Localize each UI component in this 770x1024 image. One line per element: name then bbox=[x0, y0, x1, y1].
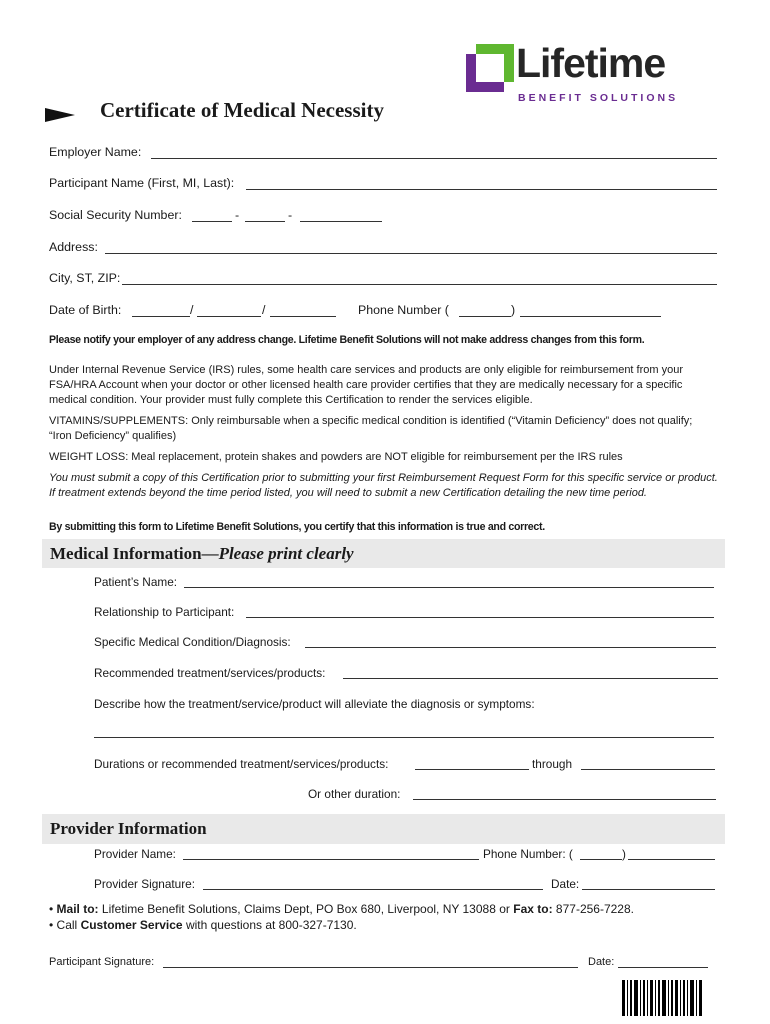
participant-name-label: Participant Name (First, MI, Last): bbox=[49, 176, 235, 190]
treatment-label: Recommended treatment/services/products: bbox=[94, 666, 326, 680]
fax-to-label: Fax to: bbox=[513, 902, 553, 916]
customer-service-label: Customer Service bbox=[80, 918, 183, 932]
provider-date-field[interactable] bbox=[582, 889, 715, 890]
ssn-label: Social Security Number: bbox=[49, 208, 182, 222]
provider-date-label: Date: bbox=[551, 877, 580, 891]
participant-date-field[interactable] bbox=[618, 967, 708, 968]
relationship-field[interactable] bbox=[246, 617, 714, 618]
participant-signature-field[interactable] bbox=[163, 967, 578, 968]
city-state-zip-label: City, ST, ZIP: bbox=[49, 271, 121, 285]
durations-label: Durations or recommended treatment/services/products: bbox=[94, 757, 389, 771]
patient-name-label: Patient’s Name: bbox=[94, 575, 178, 589]
patient-name-field[interactable] bbox=[184, 587, 714, 588]
describe-label: Describe how the treatment/service/product will alleviate the diagnosis or symptoms: bbox=[94, 697, 535, 711]
medical-info-heading-italic: Please print clearly bbox=[218, 544, 354, 563]
city-state-zip-field[interactable] bbox=[122, 284, 717, 285]
dob-month-field[interactable] bbox=[132, 316, 190, 317]
provider-name-label: Provider Name: bbox=[94, 847, 176, 861]
date-of-birth-label: Date of Birth: bbox=[49, 303, 122, 317]
provider-phone-area-field[interactable] bbox=[580, 859, 622, 860]
participant-signature-label: Participant Signature: bbox=[49, 956, 155, 968]
dob-day-field[interactable] bbox=[197, 316, 261, 317]
employer-name-field[interactable] bbox=[151, 158, 717, 159]
dob-separator-1: / bbox=[190, 303, 194, 317]
through-label: through bbox=[532, 757, 573, 771]
provider-signature-field[interactable] bbox=[203, 889, 543, 890]
provider-phone-close-paren: ) bbox=[622, 847, 626, 861]
logo-brand: Lifetime bbox=[516, 40, 666, 86]
bullet-icon: • bbox=[49, 902, 57, 916]
duration-start-field[interactable] bbox=[415, 769, 529, 770]
condition-label: Specific Medical Condition/Diagnosis: bbox=[94, 635, 291, 649]
page-title: Certificate of Medical Necessity bbox=[100, 98, 384, 122]
provider-phone-field[interactable] bbox=[628, 859, 715, 860]
barcode-icon bbox=[622, 980, 704, 1016]
logo-mark-icon bbox=[466, 44, 514, 92]
ssn-field-2[interactable] bbox=[245, 221, 285, 222]
medical-info-heading-text: Medical Information— bbox=[50, 544, 219, 563]
medical-info-heading bbox=[50, 544, 354, 564]
phone-close-paren: ) bbox=[511, 303, 516, 317]
certification-statement: By submitting this form to Lifetime Benefit Solutions, you certify that this information is true and correct. bbox=[49, 521, 545, 533]
phone-number-label: Phone Number ( bbox=[358, 303, 449, 317]
call-pre: Call bbox=[56, 918, 78, 932]
mail-to-line bbox=[49, 902, 634, 916]
bullet-icon: • bbox=[49, 918, 57, 932]
phone-area-code-field[interactable] bbox=[459, 316, 511, 317]
ssn-field-3[interactable] bbox=[300, 221, 382, 222]
address-change-notice: Please notify your employer of any address change. Lifetime Benefit Solutions will not make address changes from this form. bbox=[49, 334, 645, 346]
other-duration-field[interactable] bbox=[413, 799, 716, 800]
dob-year-field[interactable] bbox=[270, 316, 336, 317]
mail-address: Lifetime Benefit Solutions, Claims Dept, PO Box 680, Liverpool, NY 13088 or bbox=[101, 902, 510, 916]
describe-field[interactable] bbox=[94, 737, 714, 738]
vitamins-note: VITAMINS/SUPPLEMENTS: Only reimbursable when a specific medical condition is identified (“Vitamin Deficiency” does not qualify; “Iron Deficiency” qualifies) bbox=[49, 415, 693, 442]
duration-end-field[interactable] bbox=[581, 769, 715, 770]
phone-number-field[interactable] bbox=[520, 316, 661, 317]
participant-date-label: Date: bbox=[588, 956, 615, 968]
submission-instructions: You must submit a copy of this Certification prior to submitting your first Reimbursement Request Form for this specific service or product. If treatment extends beyond the time period listed, you will need to submit a new Certification detailing the new time period. bbox=[49, 472, 718, 499]
ssn-dash-2: - bbox=[288, 208, 293, 222]
relationship-label: Relationship to Participant: bbox=[94, 605, 235, 619]
provider-phone-label: Phone Number: ( bbox=[483, 847, 573, 861]
condition-field[interactable] bbox=[305, 647, 716, 648]
fax-number: 877-256-7228. bbox=[555, 902, 634, 916]
treatment-field[interactable] bbox=[343, 678, 718, 679]
ssn-field-1[interactable] bbox=[192, 221, 232, 222]
customer-service-phone: with questions at 800-327-7130. bbox=[185, 918, 357, 932]
address-label: Address: bbox=[49, 240, 98, 254]
weight-loss-note: WEIGHT LOSS: Meal replacement, protein shakes and powders are NOT eligible for reimbursement per the IRS rules bbox=[49, 451, 623, 463]
arrow-pointer-icon bbox=[45, 106, 75, 124]
provider-name-field[interactable] bbox=[183, 859, 479, 860]
company-logo bbox=[466, 40, 681, 108]
logo-tagline: BENEFIT SOLUTIONS bbox=[518, 92, 679, 104]
participant-name-field[interactable] bbox=[246, 189, 717, 190]
other-duration-label: Or other duration: bbox=[308, 787, 401, 801]
employer-name-label: Employer Name: bbox=[49, 145, 142, 159]
address-field[interactable] bbox=[105, 253, 717, 254]
ssn-dash-1: - bbox=[235, 208, 240, 222]
irs-rules-paragraph: Under Internal Revenue Service (IRS) rules, some health care services and products are only eligible for reimbursement from your FSA/HRA Account when your doctor or other licensed health care provider certifies that they are medically necessary for a specific medical condition. Your provider must fully complete this Certification to render the services eligible. bbox=[49, 364, 684, 406]
provider-signature-label: Provider Signature: bbox=[94, 877, 195, 891]
provider-info-heading: Provider Information bbox=[50, 819, 207, 838]
dob-separator-2: / bbox=[262, 303, 266, 317]
mail-to-label: Mail to: bbox=[56, 902, 99, 916]
call-line bbox=[49, 918, 357, 932]
